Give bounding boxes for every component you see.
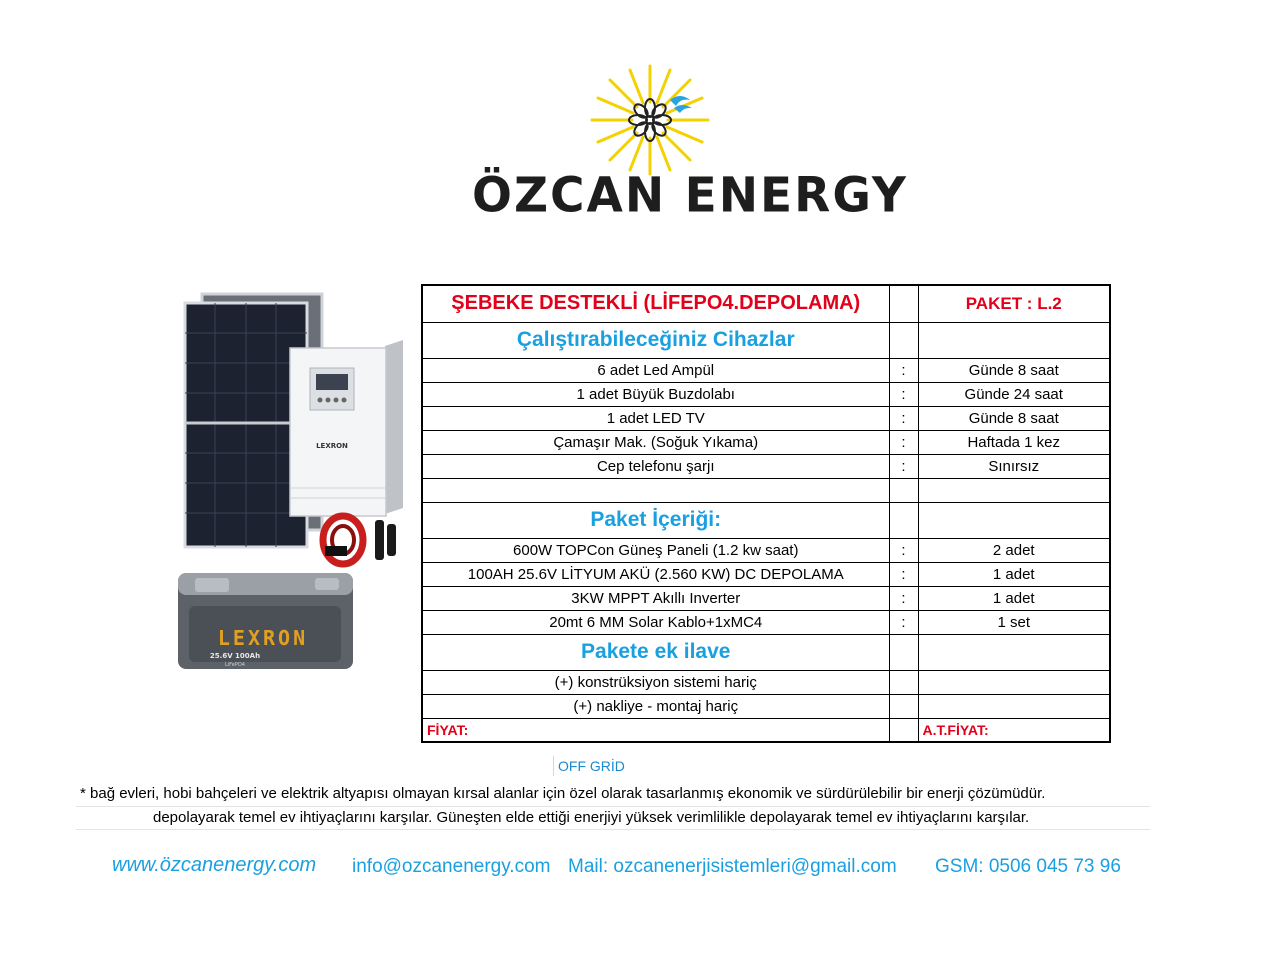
info-email-link[interactable]: info@ozcanenergy.com	[352, 856, 551, 877]
section-devices-heading: Çalıştırabileceğiniz Cihazlar	[422, 322, 889, 358]
gsm-phone[interactable]: GSM: 0506 045 73 96	[935, 856, 1121, 877]
description-line-2: depolayarak temel ev ihtiyaçlarını karşılar. Güneşten elde ettiği enerjiyi yüksek verimlilikle depolayarak temel ev ihtiyaçlarını karşılar.	[153, 809, 1030, 826]
device-usage: Günde 8 saat	[918, 358, 1110, 382]
table-row	[422, 562, 1110, 586]
separator: :	[889, 586, 918, 610]
off-grid-label: OFF GRİD	[553, 756, 625, 776]
table-row	[422, 358, 1110, 382]
description-line-1: * bağ evleri, hobi bahçeleri ve elektrik altyapısı olmayan kırsal alanlar için özel olarak tasarlanmış ekonomik ve sürdürülebilir bir enerji çözümüdür.	[80, 785, 1046, 802]
separator: :	[889, 382, 918, 406]
device-name: Çamaşır Mak. (Soğuk Yıkama)	[422, 430, 889, 454]
brand-name: ÖZCAN ENERGY	[472, 167, 908, 224]
table-row	[422, 454, 1110, 478]
device-name: 1 adet LED TV	[422, 406, 889, 430]
table-row	[422, 382, 1110, 406]
separator: :	[889, 406, 918, 430]
separator: :	[889, 562, 918, 586]
divider	[76, 806, 1150, 807]
inverter-brand-label: LEXRON	[316, 442, 348, 450]
table-title-row	[422, 285, 1110, 322]
table-row	[422, 694, 1110, 718]
device-usage: Günde 24 saat	[918, 382, 1110, 406]
package-title: ŞEBEKE DESTEKLİ (LİFEPO4.DEPOLAMA)	[422, 285, 889, 322]
price-label: FİYAT:	[422, 718, 889, 742]
device-usage: Sınırsız	[918, 454, 1110, 478]
content-qty: 2 adet	[918, 538, 1110, 562]
package-code: PAKET : L.2	[918, 285, 1110, 322]
device-usage: Haftada 1 kez	[918, 430, 1110, 454]
section-extras-row	[422, 634, 1110, 670]
separator: :	[889, 538, 918, 562]
extra-item: (+) konstrüksiyon sistemi hariç	[422, 670, 889, 694]
device-usage: Günde 8 saat	[918, 406, 1110, 430]
content-qty: 1 set	[918, 610, 1110, 634]
device-name: Cep telefonu şarjı	[422, 454, 889, 478]
separator: :	[889, 454, 918, 478]
at-price-label: A.T.FİYAT:	[918, 718, 1110, 742]
solar-kit-illustration	[175, 288, 420, 678]
section-extras-heading: Pakete ek ilave	[422, 634, 889, 670]
table-row	[422, 670, 1110, 694]
content-item: 100AH 25.6V LİTYUM AKÜ (2.560 KW) DC DEPOLAMA	[422, 562, 889, 586]
content-qty: 1 adet	[918, 586, 1110, 610]
sun-logo-icon	[560, 62, 760, 182]
device-name: 6 adet Led Ampül	[422, 358, 889, 382]
section-contents-heading: Paket İçeriği:	[422, 502, 889, 538]
extra-item: (+) nakliye - montaj hariç	[422, 694, 889, 718]
table-row	[422, 586, 1110, 610]
price-row	[422, 718, 1110, 742]
mail-email-link[interactable]: Mail: ozcanenerjisistemleri@gmail.com	[568, 856, 897, 877]
table-row	[422, 610, 1110, 634]
device-name: 1 adet Büyük Buzdolabı	[422, 382, 889, 406]
section-devices-row	[422, 322, 1110, 358]
table-row	[422, 430, 1110, 454]
battery-spec-label: 25.6V 100Ah	[209, 652, 261, 660]
content-item: 20mt 6 MM Solar Kablo+1xMC4	[422, 610, 889, 634]
content-qty: 1 adet	[918, 562, 1110, 586]
table-row	[422, 406, 1110, 430]
package-table	[421, 284, 1111, 743]
table-row	[422, 538, 1110, 562]
content-item: 3KW MPPT Akıllı Inverter	[422, 586, 889, 610]
section-contents-row	[422, 502, 1110, 538]
table-row-empty	[422, 478, 1110, 502]
battery-brand-label: LEXRON	[217, 626, 309, 650]
separator: :	[889, 430, 918, 454]
divider	[76, 829, 1150, 830]
separator: :	[889, 358, 918, 382]
battery-chem-label: LiFePO4	[225, 662, 245, 668]
content-item: 600W TOPCon Güneş Paneli (1.2 kw saat)	[422, 538, 889, 562]
separator: :	[889, 610, 918, 634]
website-link[interactable]: www.özcanenergy.com	[112, 854, 317, 876]
